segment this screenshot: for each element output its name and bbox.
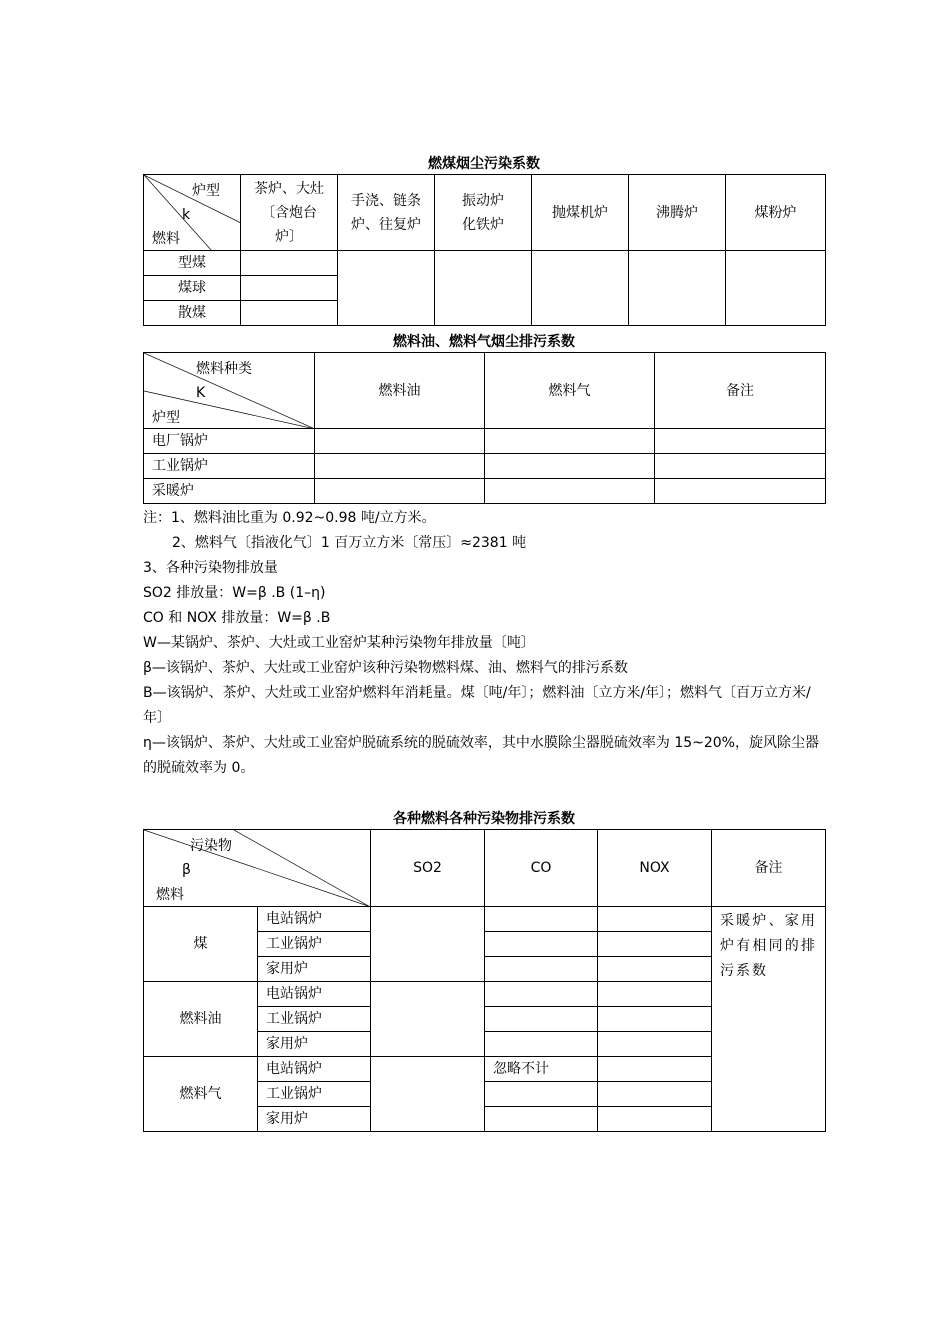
table-cell (315, 479, 485, 504)
table-cell (532, 251, 629, 326)
formula-line: SO2 排放量：W=β .B (1–η) (143, 585, 326, 601)
col-header: 煤粉炉 (726, 175, 826, 251)
col-header: CO (485, 830, 598, 907)
table3-title: 各种燃料各种污染物排污系数 (393, 811, 575, 827)
definition-line: B—该锅炉、茶炉、大灶或工业窑炉燃料年消耗量。煤〔吨/年〕；燃料油〔立方米/年〕；燃料气〔百万立方米/年〕 (143, 685, 811, 726)
table-cell (485, 1082, 598, 1107)
table-cell (655, 479, 826, 504)
table1-title: 燃煤烟尘污染系数 (428, 156, 540, 172)
table-cell (655, 454, 826, 479)
table-cell (598, 907, 712, 932)
diagonal-header-cell (144, 830, 371, 907)
formula-line: CO 和 NOX 排放量：W=β .B (143, 610, 331, 626)
remark-cell: 采暖炉、家用炉有相同的排污系数 (712, 907, 826, 1132)
table-cell (598, 1082, 712, 1107)
note-line: 2、燃料气〔指液化气〕1 百万立方米〔常压〕≈2381 吨 (172, 535, 527, 551)
table-cell (241, 276, 338, 301)
diag-label-bottom: 炉型 (152, 410, 180, 426)
definition-line: W—某锅炉、茶炉、大灶或工业窑炉某种污染物年排放量〔吨〕 (143, 635, 535, 651)
col-header: 手浇、链条炉、往复炉 (338, 175, 435, 251)
table-cell (485, 429, 655, 454)
definition-line: β—该锅炉、茶炉、大灶或工业窑炉该种污染物燃料煤、油、燃料气的排污系数 (143, 660, 628, 676)
row-label: 电厂锅炉 (144, 429, 315, 454)
col-header: 备注 (655, 353, 826, 429)
col-header: 抛煤机炉 (532, 175, 629, 251)
boiler-label: 工业锅炉 (258, 1082, 371, 1107)
table-cell (485, 932, 598, 957)
table-cell (598, 1057, 712, 1082)
table-cell (655, 429, 826, 454)
co-note-cell: 忽略不计 (485, 1057, 598, 1082)
diag-label-top: 燃料种类 (196, 361, 252, 377)
table-cell (598, 1007, 712, 1032)
table-cell (241, 251, 338, 276)
row-label: 型煤 (144, 251, 241, 276)
diag-label-bottom: 燃料 (152, 231, 180, 247)
diag-label-mid: k (182, 207, 191, 223)
row-label: 工业锅炉 (144, 454, 315, 479)
table-cell (485, 1032, 598, 1057)
col-header: 振动炉化铁炉 (435, 175, 532, 251)
diag-label-top: 炉型 (192, 183, 220, 199)
boiler-label: 家用炉 (258, 1032, 371, 1057)
table-cell (371, 907, 485, 982)
table-cell (485, 1007, 598, 1032)
diag-label-mid: β (182, 862, 191, 878)
table-cell (598, 932, 712, 957)
table-cell (315, 429, 485, 454)
table-cell (485, 479, 655, 504)
boiler-label: 电站锅炉 (258, 982, 371, 1007)
definition-line: η—该锅炉、茶炉、大灶或工业窑炉脱硫系统的脱硫效率，其中水膜除尘器脱硫效率为 15~20%，旋风除尘器的脱硫效率为 0。 (143, 735, 819, 776)
fuel-label: 煤 (144, 907, 258, 982)
boiler-label: 电站锅炉 (258, 1057, 371, 1082)
boiler-label: 家用炉 (258, 1107, 371, 1132)
fuel-label: 燃料油 (144, 982, 258, 1057)
oil-gas-dust-table (143, 352, 826, 504)
col-header: 备注 (712, 830, 826, 907)
table-cell (485, 982, 598, 1007)
table-cell (485, 957, 598, 982)
table-cell (598, 957, 712, 982)
note-line: 注：1、燃料油比重为 0.92~0.98 吨/立方米。 (143, 510, 436, 526)
table-cell (485, 454, 655, 479)
col-header: 茶炉、大灶〔含炮台炉〕 (241, 175, 338, 251)
boiler-label: 家用炉 (258, 957, 371, 982)
table-cell (371, 982, 485, 1057)
fuel-label: 燃料气 (144, 1057, 258, 1132)
table-cell (726, 251, 826, 326)
table-cell (598, 1107, 712, 1132)
diag-label-mid: K (196, 385, 206, 401)
diagonal-header-cell (144, 175, 241, 251)
table-cell (485, 907, 598, 932)
table-cell (435, 251, 532, 326)
pollutant-coefficient-table (143, 829, 826, 1132)
table-cell (598, 982, 712, 1007)
boiler-label: 电站锅炉 (258, 907, 371, 932)
boiler-label: 工业锅炉 (258, 1007, 371, 1032)
diag-label-top: 污染物 (190, 838, 232, 854)
col-header: NOX (598, 830, 712, 907)
row-label: 煤球 (144, 276, 241, 301)
table2-title: 燃料油、燃料气烟尘排污系数 (393, 334, 575, 350)
diagonal-header-cell (144, 353, 315, 429)
coal-dust-table (143, 174, 826, 326)
diag-label-bottom: 燃料 (156, 887, 184, 903)
col-header: 燃料气 (485, 353, 655, 429)
row-label: 散煤 (144, 301, 241, 326)
table-cell (485, 1107, 598, 1132)
col-header: 燃料油 (315, 353, 485, 429)
boiler-label: 工业锅炉 (258, 932, 371, 957)
table-cell (315, 454, 485, 479)
table-cell (338, 251, 435, 326)
note-line: 3、各种污染物排放量 (143, 560, 278, 576)
col-header: 沸腾炉 (629, 175, 726, 251)
row-label: 采暖炉 (144, 479, 315, 504)
table-cell (241, 301, 338, 326)
table-cell (598, 1032, 712, 1057)
col-header: SO2 (371, 830, 485, 907)
table-cell (629, 251, 726, 326)
table-cell (371, 1057, 485, 1132)
